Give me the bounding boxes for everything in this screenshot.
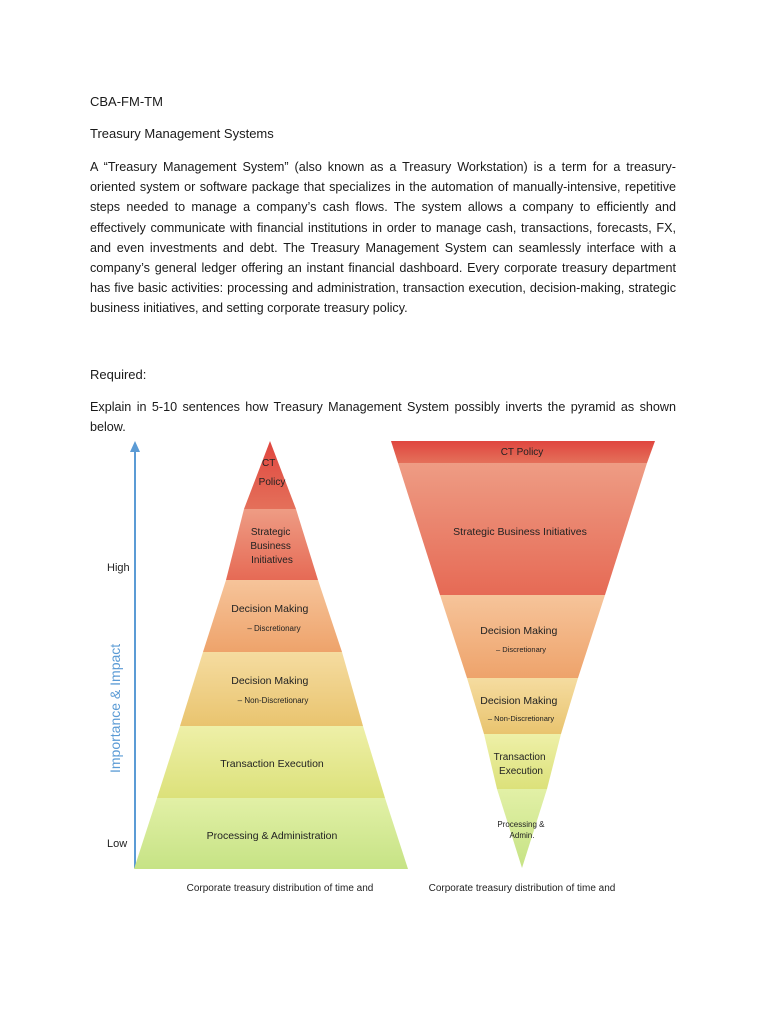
axis-low-label: Low [107,838,128,850]
right-decision-disc-line-1: Decision Making [480,625,558,637]
right-strategic-label: Strategic Business Initiatives [453,526,587,538]
left-level-policy [244,441,296,509]
left-level-decision-non-discretionary [180,652,363,726]
right-processing-line-1: Processing & [497,820,545,829]
left-policy-line-2: Policy [258,477,286,488]
left-decision-nondisc-line-2: – Non-Discretionary [237,696,309,705]
left-policy-line-1: CT [262,458,276,469]
right-caption: Corporate treasury distribution of time and [428,883,616,894]
left-pyramid [134,441,408,869]
importance-axis-arrow [130,441,140,452]
left-strategic-line-1: Strategic [250,527,291,538]
document-title: Treasury Management Systems [90,126,274,141]
right-transaction-line-1: Transaction [493,752,546,763]
right-decision-nondisc-line-1: Decision Making [480,695,558,707]
right-decision-disc-line-2: – Discretionary [495,645,547,654]
instructions-paragraph: Explain in 5-10 sentences how Treasury Management System possibly inverts the pyramid as shown below. [90,400,676,435]
left-decision-disc-line-1: Decision Making [231,603,309,615]
right-transaction-line-2: Execution [499,766,543,777]
left-strategic-line-2: Business [250,541,291,552]
right-policy-label: CT Policy [500,447,544,458]
right-pyramid [391,441,655,868]
right-decision-nondisc-line-2: – Non-Discretionary [487,714,555,723]
axis-title: Importance & Impact [107,643,123,773]
svg-text:Strategic Business [250,527,293,566]
left-strategic-line-3: Initiatives [251,555,293,566]
required-label: Required: [90,367,147,382]
left-transaction-label: Transaction Execution [220,758,324,770]
axis-high-label: High [107,562,130,574]
left-caption: Corporate treasury distribution of time and [186,883,374,894]
left-decision-nondisc-line-1: Decision Making [231,675,309,687]
left-processing-label: Processing & Administration [206,830,338,842]
intro-paragraph: A “Treasury Management System” (also known as a Treasury Workstation) is a term for a treasury-oriented system or software package that specializes in the automation of manually-intensive, repetitive steps needed to manage a company’s cash flows. The system allows a company to efficiently and effectively communicate with financial institutions in order to manage cash, transactions, forecasts, FX, and even investments and debt. The Treasury Management System can seamlessly interface with a company’s general ledger offering an instant financial dashboard. Every corporate treasury department has five basic activities: processing and administration, transaction execution, decision-making, strategic business initiatives, and setting corporate treasury policy. [90,160,676,316]
left-level-decision-discretionary [203,580,342,652]
right-processing-line-2: Admin. [509,831,535,840]
document-code: CBA-FM-TM [90,94,163,109]
left-decision-disc-line-2: – Discretionary [247,624,301,633]
